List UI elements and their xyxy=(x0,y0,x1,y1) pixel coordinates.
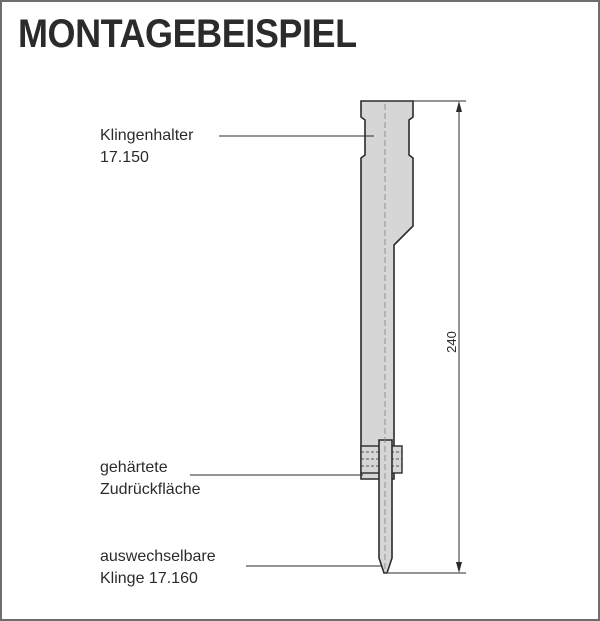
page-title: MONTAGEBEISPIEL xyxy=(18,12,357,56)
label-blade-holder-line2: 17.150 xyxy=(100,149,149,166)
label-hardened-surface-line2: Zudrückfläche xyxy=(100,481,201,498)
blade-holder-shape xyxy=(361,101,413,479)
label-replaceable-blade-line2: Klinge 17.160 xyxy=(100,570,198,587)
label-blade-holder-line1: Klingenhalter xyxy=(100,127,194,144)
label-replaceable-blade-line1: auswechselbare xyxy=(100,548,216,565)
replaceable-blade-shape xyxy=(379,440,392,573)
dimension-value: 240 xyxy=(444,331,459,353)
dimension-arrow-top xyxy=(456,101,462,112)
dimension-arrow-bottom xyxy=(456,562,462,573)
label-hardened-surface-line1: gehärtete xyxy=(100,459,168,476)
